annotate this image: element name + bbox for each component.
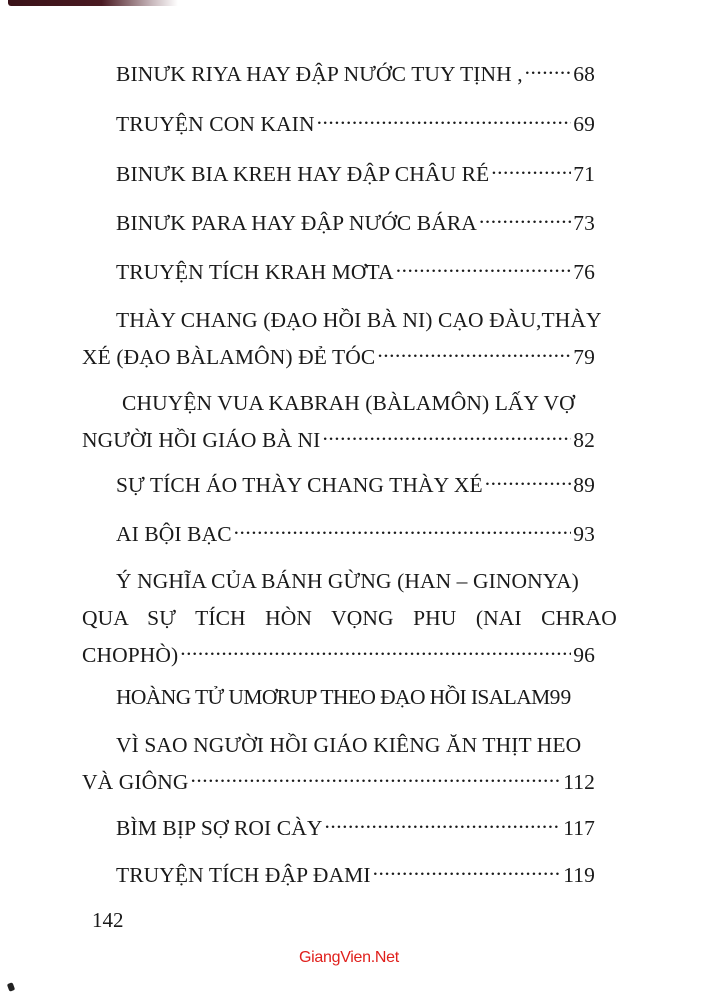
toc-entry-title-continued: XÉ (ĐẠO BÀLAMÔN) ĐẺ TÓC — [82, 345, 376, 369]
toc-entry — [82, 679, 595, 716]
toc-entry-title-continued: CHOPHÒ) — [82, 643, 179, 667]
toc-entry-title: BINƯK PARA HAY ĐẬP NƯỚC BÁRA — [116, 211, 477, 235]
watermark-text: GiangVien.Net — [299, 949, 399, 966]
toc-entry-title: TRUYỆN TÍCH KRAH MƠTA — [116, 260, 394, 284]
toc-entry-title: BINƯK BIA KREH HAY ĐẬP CHÂU RÉ — [116, 162, 490, 186]
toc-page-number: 89 — [573, 473, 595, 497]
toc-page-number: 82 — [573, 428, 595, 452]
dot-leader — [324, 814, 561, 836]
toc-entry — [82, 810, 595, 847]
toc-page-number: 93 — [573, 522, 595, 546]
toc-entry-title: BÌM BỊP SỢ ROI CÀY — [116, 816, 323, 840]
toc-entry — [82, 156, 595, 193]
toc-entry — [82, 467, 595, 504]
toc-entry-title: SỰ TÍCH ÁO THÀY CHANG THÀY XÉ — [116, 473, 483, 497]
dot-leader — [234, 520, 572, 542]
toc-entry-title: AI BỘI BẠC — [116, 522, 232, 546]
toc-entry — [82, 205, 595, 242]
toc-page-number: 96 — [573, 643, 595, 667]
scan-edge-artifact-bottom — [7, 982, 15, 992]
toc-entry — [82, 563, 617, 674]
toc-entry — [82, 254, 595, 291]
toc-entry-title: Ý NGHĨA CỦA BÁNH GỪNG (HAN – GINONYA) — [116, 569, 579, 593]
dot-leader — [373, 861, 562, 883]
toc-entry-title: THÀY CHANG (ĐẠO HỒI BÀ NI) CẠO ĐÀU,THÀY — [116, 308, 602, 332]
toc-entry — [82, 302, 602, 376]
toc-entry-title: BINƯK RIYA HAY ĐẬP NƯỚC TUY TỊNH , — [116, 62, 523, 86]
toc-entry — [82, 516, 595, 553]
toc-entry — [82, 56, 595, 93]
toc-entry — [82, 106, 595, 143]
dot-leader — [377, 343, 571, 365]
dot-leader — [525, 60, 572, 82]
dot-leader — [317, 110, 572, 132]
toc-page-number: 71 — [573, 162, 595, 186]
page-number-folio: 142 — [92, 908, 124, 932]
toc-page-number: 69 — [573, 112, 595, 136]
toc-entry-title: HOÀNG TỬ UMƠRUP THEO ĐẠO HỒI ISALAM — [116, 685, 550, 709]
toc-entry-title-continued: NGƯỜI HỒI GIÁO BÀ NI — [82, 428, 321, 452]
toc-page-number: 68 — [573, 62, 595, 86]
toc-entry-title: CHUYỆN VUA KABRAH (BÀLAMÔN) LẤY VỢ — [122, 391, 575, 415]
toc-entry — [82, 727, 595, 801]
dot-leader — [180, 641, 571, 663]
toc-page-number: 79 — [573, 345, 595, 369]
toc-page-number: 73 — [573, 211, 595, 235]
toc-page-number: 119 — [563, 863, 595, 887]
toc-page-number: 99 — [549, 685, 572, 709]
dot-leader — [479, 209, 571, 231]
toc-entry-title: TRUYỆN CON KAIN — [116, 112, 315, 136]
dot-leader — [191, 768, 562, 790]
toc-entry-title: VÌ SAO NGƯỜI HỒI GIÁO KIÊNG ĂN THỊT HEO — [116, 733, 582, 757]
toc-entry — [82, 857, 595, 894]
dot-leader — [485, 471, 572, 493]
toc-entry — [82, 385, 595, 459]
toc-page-number: 76 — [573, 260, 595, 284]
toc-entry-title-continued: VÀ GIÔNG — [82, 770, 189, 794]
scan-edge-artifact-top — [8, 0, 178, 6]
toc-entry-title: TRUYỆN TÍCH ĐẬP ĐAMI — [116, 863, 371, 887]
toc-page-number: 112 — [563, 770, 595, 794]
toc-page-number: 117 — [563, 816, 595, 840]
toc-entry-title-continued: QUA SỰ TÍCH HÒN VỌNG PHU (NAI CHRAO — [82, 606, 617, 630]
dot-leader — [322, 426, 571, 448]
dot-leader — [491, 160, 571, 182]
dot-leader — [396, 258, 572, 280]
